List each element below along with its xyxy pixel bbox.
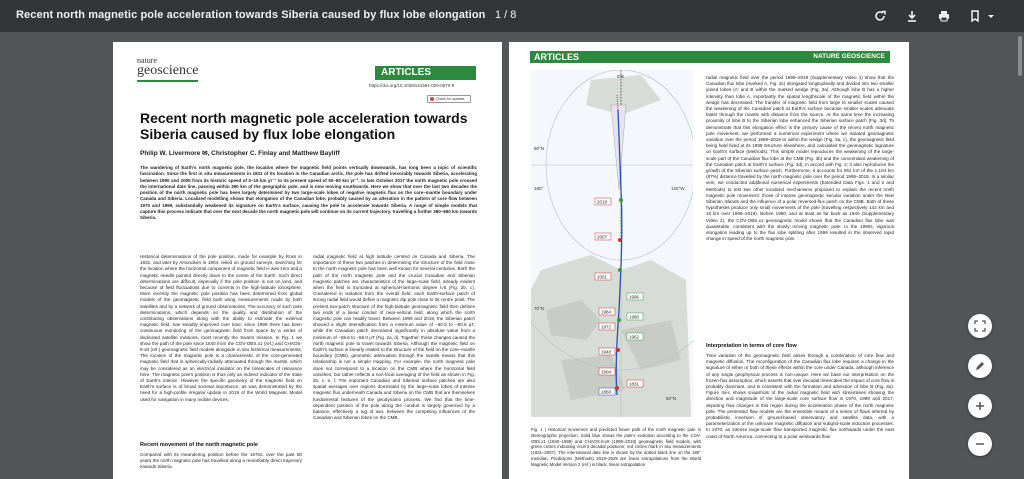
journal-logo-top: nature bbox=[137, 56, 157, 65]
body-column-top: radial magnetic field over the period 1999–2019 (Supplementary Video 1) show that the Canadian flux lobe (marked A, Fig. 3c) elongated longitudinally and divided into two smaller joined lobes (A' and B within the marked wedge (Fig. 3a). Although lobe B has a higher intensity than lobe A, importantly the spatial lengthscale of the magnetic field within the wedge has decreased. The transfer of magnetic field from large to smaller scales caused the weakening of the Canadian patch at Earth's surface because smaller scales attenuate faster through the mantle with distance from the source. At the same time the increasing proximity of lobe B to the Siberian lobe enhanced the Siberian surface patch (Fig. 3d). To demonstrate that this elongation effect is the primary cause of the recent north magnetic pole movement, we performed a numerical experiment where we isolated geomagnetic variation over the period 1999–2019 to within the wedge (Fig. 3a, c), the geomagnetic field being held fixed at its 1999 structure elsewhere, and calculated the geomagnetic signature on Earth's surface (Methods). This simple model reproduces the weakening of the large-scale part of the Canadian flux lobe at the CMB (Fig. 3b) and the concomitant weakening of the Canadian patch at Earth's surface (Fig. 3d), in accord with Fig. 2; it also reproduces the growth of the Siberian surface patch. Furthermore, it accounts for 961 km of the 1,104 km (87%) distance travelled by the north magnetic pole over the period 1999–2019. In a similar vein, we conducted additional numerical experiments (Extended Data Figs. 1 and 2 and Methods) to test two other localized mechanisms proposed to explain the recent north magnetic pole movement: those of intense geomagnetic secular variation under the New Siberian Islands and the influence of a polar reversed-flux patch on the CMB. Both of these hypotheses produce only small movements of the pole (travelling respectively 142 km and 16 km over 1999–2019). Before 1990, and at least as far back as 1940 (Supplementary Video 2), the COV-OBS.x1 geomagnetic model shows that the Canadian flux lobe was quasistable, consistent with the slowly moving magnetic pole. In the 1990s, vigorous elongation leading up to the flux lobe splitting after 1999 resulted in the observed rapid change in speed of the north magnetic pole. bbox=[706, 75, 894, 242]
green-marker bbox=[618, 268, 622, 272]
red-marker bbox=[615, 386, 619, 390]
doi-link[interactable]: https://doi.org/10.1038/s41561-020-0570-9 bbox=[369, 83, 455, 88]
document-viewer bbox=[0, 32, 1024, 479]
zoom-in-icon bbox=[974, 400, 986, 412]
red-marker bbox=[618, 238, 622, 242]
check-updates-button[interactable] bbox=[427, 95, 471, 103]
draw-icon bbox=[974, 360, 986, 372]
journal-logo-bottom: geoscience bbox=[137, 63, 199, 78]
section-label: ARTICLES bbox=[534, 52, 579, 62]
document-title: Recent north magnetic pole acceleration towards Siberia caused by flux lobe elongation bbox=[16, 9, 486, 21]
year-label-1831: 1831 bbox=[629, 381, 640, 387]
year-label-2001: 2001 bbox=[597, 274, 608, 280]
body-column-left-continued: Compared with its meandering position before the 1970s, over the past 50 years the north magnetic pole has travelled along a remarkably direct trajectory towards Siberia. bbox=[140, 452, 302, 470]
lat-label-60n: 60°N bbox=[666, 396, 677, 401]
lat-label-80n: 80°N bbox=[534, 146, 545, 151]
body-column-bottom: Time variation of the geomagnetic field arises through a combination of core flow and magnetic diffusion. The reconfiguration of the Canadian flux lobe requires a change in the signature of either or both of these effects within the core under Canada, although inference of any single geophysical process is non-unique. Here we base our interpretation on the frozen-flux assumption, which asserts that over decadal timescales the impact of core flow is probably dominant, and is consistent with the formation and advection of lobe B (Fig. 3a). Figure 4a-c shows snapshots of the radial magnetic field with streamlines showing the direction and magnitude of the large-scale core surface flow in 1970, 1999 and 2017, depicting flow changes in this region during the acceleration phase of the north magnetic pole. The presented flow models are the ensemble means of a series of flows inferred by probabilistic inversion of ground-based observatory and satellite data, with a parameterization of the unknown magnetic diffusion and subgrid-scale induction processes. In 1970, an intense large-scale flow transported magnetic flux northwards under the east coast of North America, connecting to a polar westwards flow bbox=[706, 353, 894, 439]
lat-label-70n: 70°N bbox=[534, 306, 545, 311]
journal-label: NATURE GEOSCIENCE bbox=[813, 53, 885, 60]
zoom-out-button[interactable] bbox=[968, 432, 992, 456]
year-label-1984: 1984 bbox=[601, 309, 612, 315]
print-icon[interactable] bbox=[935, 7, 953, 25]
year-label-1972: 1972 bbox=[601, 324, 612, 330]
section-heading: Recent movement of the north magnetic pole bbox=[140, 442, 258, 448]
red-marker bbox=[616, 348, 620, 352]
chevron-down-icon[interactable] bbox=[982, 7, 1000, 25]
body-column-left: Historical determinations of the pole position, made for example by Ross in 1831, and later by Amundsen in 1904, relied on ground surveys, searching for the location where the horizontal component of magnetic field H was zero and a magnetic needle pointed directly down to the centre of the Earth. Such direct determinations are difficult, especially if the pole position is not on land, and because of field fluctuations due to currents in the high-latitude ionosphere. More recently the magnetic pole position has been determined from global models of the geomagnetic field built using measurements made by both satellites and by a network of ground observatories. The accuracy of such pole determinations, which depends on the quality and distribution of the contributing observations along with the ability to estimate the external magnetic field, has steadily improved over time; since 1999 there has been continuous monitoring of the geomagnetic field from space by a series of dedicated satellite missions, most recently the Swarm mission. In Fig. 1 we show the path of the pole since 1840 from the COV-OBS.x1 (ref.) and CHAOS-6-x8 (ref.) geomagnetic field models alongside in situ historical measurements. The location of the magnetic pole is a characteristic of the core-generated magnetic field that is spherically-radially attenuated through the mantle, which may be considered as an electrical insulator on the timescales of relevance here. The magnetic pole's position is thus only an indirect indicator of the state of Earth's interior. However the specific geometry of the magnetic field on Earth's surface is of broad societal importance, as was demonstrated by the need for a high-profile irregular update in 2019 of the World Magnetic Model used for navigation in many mobile devices. bbox=[140, 254, 302, 402]
zoom-in-button[interactable] bbox=[968, 394, 992, 418]
zoom-out-icon bbox=[974, 438, 986, 450]
year-label-1996: 1996 bbox=[629, 294, 640, 300]
check-updates-icon bbox=[430, 97, 434, 101]
green-marker bbox=[617, 318, 621, 322]
year-label-2007: 2007 bbox=[597, 234, 608, 240]
fit-page-icon bbox=[974, 320, 986, 332]
rotate-icon[interactable] bbox=[871, 7, 889, 25]
year-label-1860: 1860 bbox=[601, 389, 612, 395]
section-label: ARTICLES bbox=[375, 66, 476, 80]
scrollbar-thumb[interactable] bbox=[1018, 36, 1022, 76]
pdf-page-2 bbox=[509, 42, 909, 479]
pdf-page-1 bbox=[113, 42, 502, 479]
pdf-toolbar bbox=[0, 0, 1024, 32]
year-label-2019: 2019 bbox=[597, 199, 608, 205]
page-header-bar bbox=[530, 51, 890, 63]
check-updates-label: Check for updates bbox=[436, 97, 465, 101]
article-title: Recent north magnetic pole acceleration towards Siberia caused by flux lobe elongation bbox=[140, 110, 468, 142]
page-indicator[interactable]: 1 / 8 bbox=[495, 9, 517, 21]
year-label-1904: 1904 bbox=[601, 369, 612, 375]
fit-page-button[interactable] bbox=[968, 314, 992, 338]
pole-path-map bbox=[531, 70, 693, 417]
section-heading: Interpretation in terms of core flow bbox=[706, 343, 797, 349]
figure-caption: Fig. 1 | Historical movement and predicted future path of the north magnetic pole in stereographic projection. Solid blue shows the pole's evolution according to the COV-OBS.x1 (1840–1999) and CHAOS-6-x8 (1999–2019) geomagnetic field models, with green circles indicating recent decadal positions; red circles mark in situ measurements (1831–2007). The international date line is shown by the dotted black line on the 180° meridian. Predictions (Methods) 2019–2029 are linear extrapolations from the World Magnetic Model Version 2 (ref.) in black, linear extrapolation bbox=[531, 427, 701, 467]
lon-label-0e: 0°E bbox=[617, 74, 625, 79]
journal-logo bbox=[137, 56, 198, 82]
download-icon[interactable] bbox=[903, 7, 921, 25]
scrollbar[interactable] bbox=[1016, 32, 1024, 479]
year-label-1962: 1962 bbox=[629, 334, 640, 340]
body-column-right: radial magnetic field at high latitude centred on Canada and Siberia. The importance of these two patches in determining the structure of the field close to the north magnetic pole has been well known for several centuries. Both the path of the north magnetic pole and the crucial Canadian and Siberian magnetic patches are characteristics of the large-scale field, already evident when the field is truncated at spherical-harmonic degree l=6 (Fig. 2b, c). Considered in isolation from the overall field, each Earth-surface patch of strong radial field would define a magnetic dip pole close to its centre point. The present two-patch structure of the high-latitude geomagnetic field then defines two ends of a linear conduit of near-vertical field, along which the north magnetic pole can readily travel. Between 1999 and 2019, the Siberian patch showed a slight intensification from a minimum value of −60.5 to −60.6 μT, while the Canadian patch decreased significantly in absolute value from a minimum of −59.6 to −58.0 μT (Fig. 2a, d). Together, these changes caused the north magnetic pole to travel towards Siberia. Although the magnetic field on Earth's surface is linearly related to the structure of the field on the core–mantle boundary (CMB), geometric attenuation through the mantle means that this relationship is not a simple mapping. For example, the north magnetic pole does not correspond to a location on the CMB where the horizontal field vanishes, but rather reflects a non-local averaging of the field as shown in Fig. 2b, c, e, f. The important Canadian and Siberian surface patches are also spatial averages over regions dominated by the large-scale lobes of intense magnetic flux underneath Canada and Siberia on the CMB that are themselves fundamental features of the geodynamo process. We find that the time-dependent position of the pole along the conduit is largely governed by a balance, effectively a tug of war, between the competing influences of the Canadian and Siberian lobes on the CMB. bbox=[313, 254, 475, 421]
lon-label-120w: 120°W bbox=[671, 186, 685, 191]
abstract: The wandering of Earth's north magnetic pole, the location where the magnetic field points vertically downwards, has long been a topic of scientific fascination. Since the first in situ measurements in 1831 of its location in the Canadian arctic, the pole has drifted inexorably towards Siberia, accelerating between 1990 and 2005 from its historic speed of 0–15 km yr⁻¹ to its present speed of 50–60 km yr⁻¹. In late October 2017 the north magnetic pole crossed the international date line, passing within 390 km of the geographic pole, and is now moving southwards. Here we show that over the last two decades the position of the north magnetic pole has been largely determined by two large-scale lobes of negative magnetic flux on the core–mantle boundary under Canada and Siberia. Localized modelling shows that elongation of the Canadian lobe, probably caused by an alteration in the pattern of core flow between 1970 and 1999, substantially weakened its signature on Earth's surface, causing the pole to accelerate towards Siberia. A range of simple models that capture this process indicate that over the next decade the north magnetic pole will continue on its current trajectory, travelling a further 390–660 km towards Siberia. bbox=[140, 165, 478, 221]
green-marker bbox=[619, 198, 623, 202]
lon-label-180: 180° bbox=[534, 186, 544, 191]
figure-1-map bbox=[531, 70, 693, 417]
author-list: Philip W. Livermore ✉, Christopher C. Finlay and Matthew Bayliff bbox=[140, 150, 340, 157]
year-label-1948: 1948 bbox=[601, 349, 612, 355]
draw-button[interactable] bbox=[968, 354, 992, 378]
year-label-1980: 1980 bbox=[629, 314, 640, 320]
